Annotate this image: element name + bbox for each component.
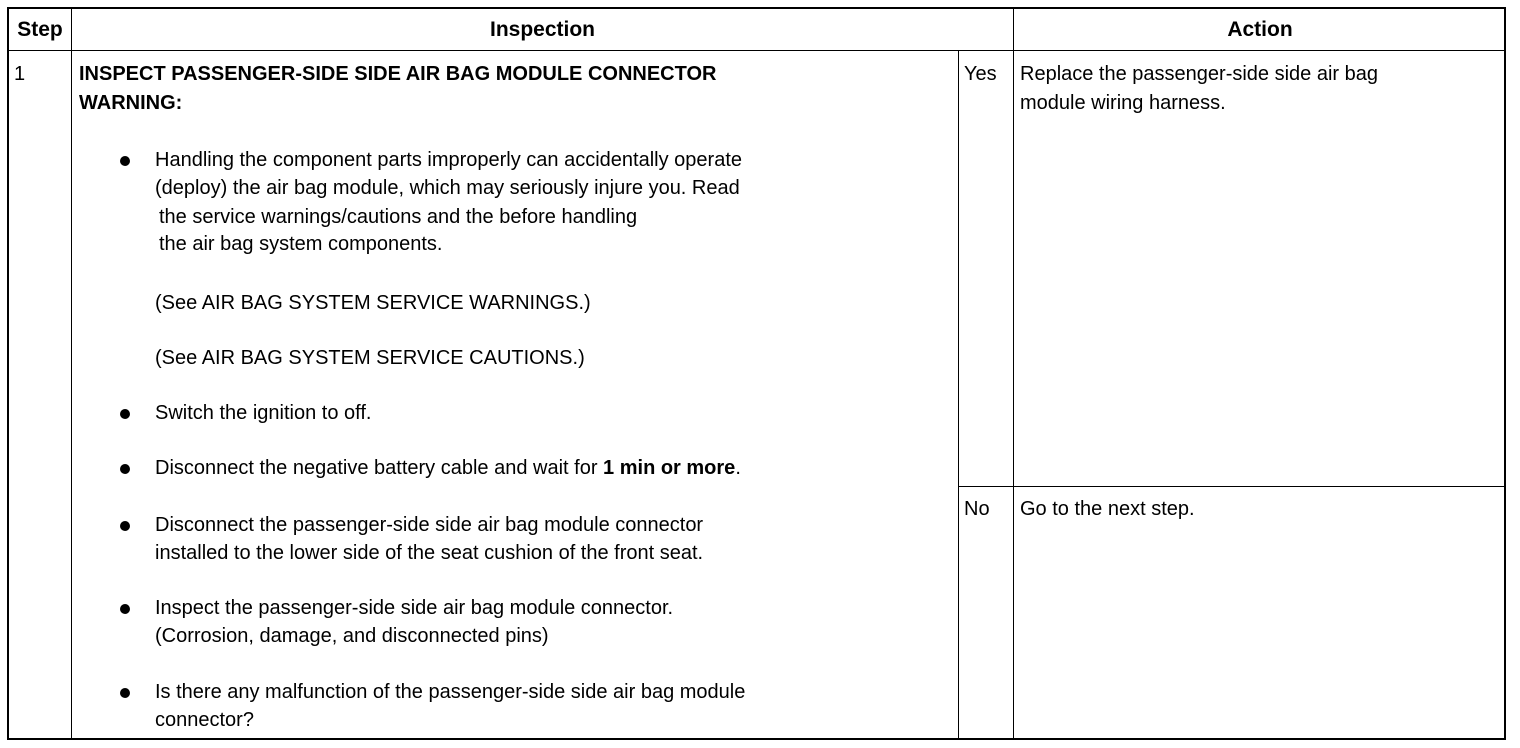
col-divider-step [71,9,72,738]
header-divider [9,50,1504,51]
step-number: 1 [14,63,26,85]
disconnect-line-1: Disconnect the passenger-side side air bag module connector [155,514,704,536]
ref-service-cautions[interactable]: (See AIR BAG SYSTEM SERVICE CAUTIONS.) [155,347,585,369]
yes-action-line-1: Replace the passenger-side side air bag [1020,63,1378,85]
inspect-bullet [85,595,945,651]
col-divider-inspection [958,50,959,738]
inspection-title: INSPECT PASSENGER-SIDE SIDE AIR BAG MODULE CONNECTOR [79,63,717,85]
disconnect-bullet [85,512,945,568]
warning-label: WARNING: [79,92,183,114]
bullet-icon [120,409,130,419]
battery-time: 1 min or more [603,457,736,479]
header-action: Action [1227,17,1293,41]
question-bullet [85,679,945,735]
bullet-icon [120,464,130,474]
battery-text-pre: Disconnect the negative battery cable and wait for [155,457,604,479]
bullet-icon [120,688,130,698]
battery-text [155,455,741,481]
ref-service-warnings[interactable]: (See AIR BAG SYSTEM SERVICE WARNINGS.) [155,292,591,314]
yes-label: Yes [964,63,997,85]
no-action: Go to the next step. [1020,498,1195,520]
bullet-icon [120,604,130,614]
inspect-line-1: Inspect the passenger-side side air bag module connector. [155,597,674,619]
header-step: Step [17,17,63,41]
battery-bullet [85,455,945,481]
bullet-icon [120,521,130,531]
warning-line-2: (deploy) the air bag module, which may seriously injure you. Read [155,177,740,199]
ignition-text: Switch the ignition to off. [155,402,372,424]
inspect-line-2: (Corrosion, damage, and disconnected pins) [155,625,549,647]
warning-line-1: Handling the component parts improperly can accidentally operate [155,149,743,171]
yes-action-line-2: module wiring harness. [1020,92,1226,114]
battery-text-post: . [735,457,741,479]
warning-bullet [85,147,945,259]
col-divider-result [1013,9,1014,738]
warning-line-3: the service warnings/cautions and the before handling [159,206,638,228]
bullet-icon [120,156,130,166]
no-label: No [964,498,990,520]
header-inspection: Inspection [489,17,595,41]
yes-no-divider [958,486,1504,487]
warning-line-4: the air bag system components. [159,233,443,255]
ignition-bullet [85,400,945,426]
question-line-2: connector? [155,709,254,731]
inspection-table [7,7,1506,740]
disconnect-line-2: installed to the lower side of the seat cushion of the front seat. [155,542,704,564]
question-line-1: Is there any malfunction of the passenger-side side air bag module [155,681,746,703]
